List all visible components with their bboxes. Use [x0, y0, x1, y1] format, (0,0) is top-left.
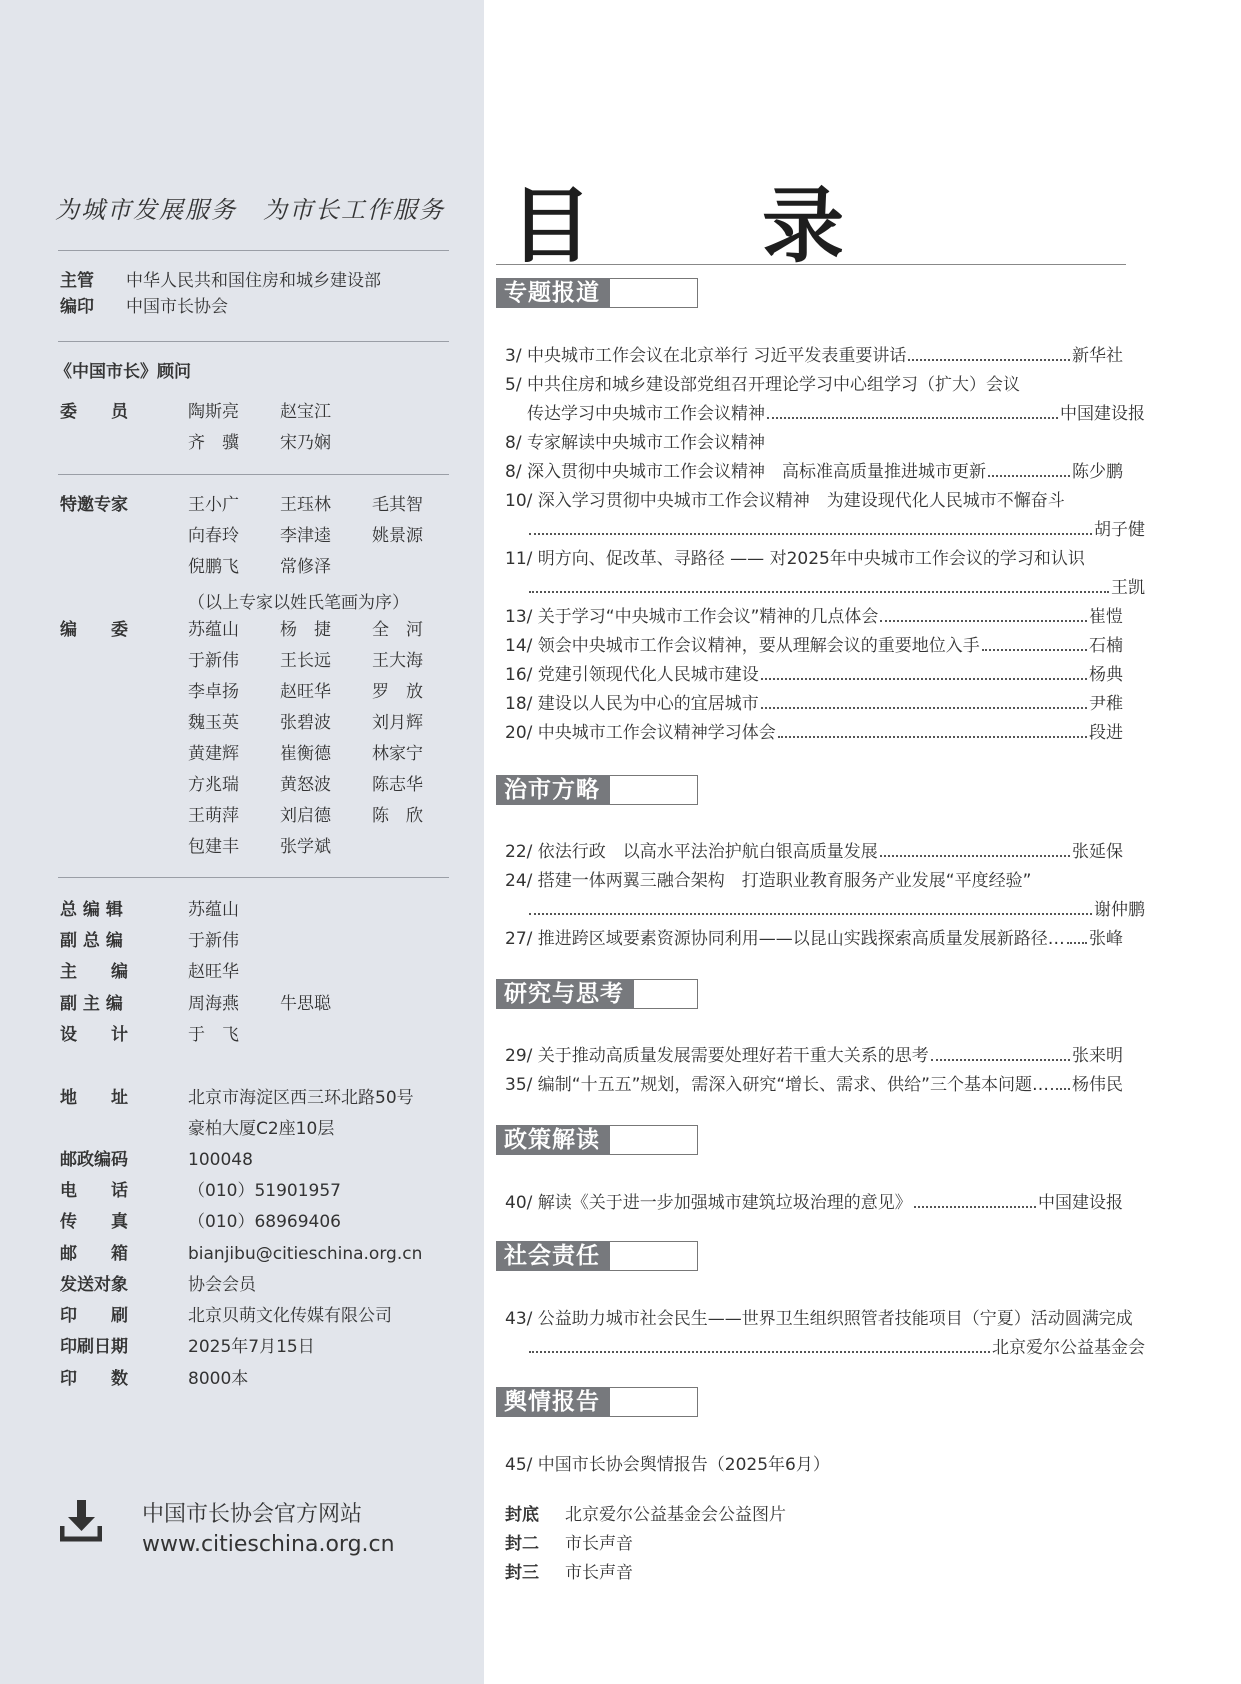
toc-entry[interactable]: [505, 1066, 1123, 1095]
entry-title: 22/ 依法行政 以高水平法治护航白银高质量发展: [505, 842, 878, 862]
entry-title: 18/ 建设以人民为中心的宜居城市: [505, 694, 759, 714]
entry-source: 中国建设报: [1060, 404, 1145, 424]
leader-dots: [529, 591, 1109, 593]
entry-source: 崔愷: [1089, 607, 1123, 627]
toc-entry[interactable]: [505, 656, 1123, 685]
toc-entry[interactable]: [505, 366, 1145, 424]
toc-entry[interactable]: [505, 627, 1123, 656]
leader-dots: [761, 707, 1087, 709]
entry-source: 尹稚: [1089, 694, 1123, 714]
toc-entry[interactable]: [505, 482, 1145, 540]
entry-source: 谢仲鹏: [1094, 900, 1145, 920]
entry-source: 胡子健: [1094, 520, 1145, 540]
entry-title: 11/ 明方向、促改革、寻路径 —— 对2025年中央城市工作会议的学习和认识: [505, 549, 1085, 569]
section-header: [496, 1241, 698, 1271]
section-label: 研究与思考: [496, 979, 634, 1009]
entry-title: 5/ 中共住房和城乡建设部党组召开理论学习中心组学习（扩大）会议: [505, 375, 1020, 395]
entry-source: 张来明: [1072, 1046, 1123, 1066]
section-header: [496, 1125, 698, 1155]
download-icon: [60, 1500, 102, 1542]
entry-title: 8/ 深入贯彻中央城市工作会议精神 高标准高质量推进城市更新: [505, 462, 986, 482]
entry-title: 16/ 党建引领现代化人民城市建设: [505, 665, 759, 685]
entry-title: 3/ 中央城市工作会议在北京举行 习近平发表重要讲话: [505, 346, 907, 366]
toc-entry[interactable]: [505, 453, 1123, 482]
section-header: [496, 278, 698, 308]
toc-entry[interactable]: [505, 540, 1145, 598]
toc-entry[interactable]: [505, 1184, 1123, 1213]
org-row: 编印 中国市长协会: [60, 297, 228, 317]
entry-title: 13/ 关于学习“中央城市工作会议”精神的几点体会: [505, 607, 879, 627]
toc-title-rule: [496, 264, 1126, 265]
entry-source: 杨典: [1089, 665, 1123, 685]
section-label: 社会责任: [496, 1241, 610, 1271]
entry-title: 35/ 编制“十五五”规划，需深入研究“增长、需求、供给”三个基本问题…: [505, 1075, 1049, 1095]
entry-source: 张延保: [1072, 842, 1123, 862]
entry-title: 8/ 专家解读中央城市工作会议精神: [505, 433, 765, 453]
entry-source: 北京爱尔公益基金会: [992, 1338, 1145, 1358]
entry-title: 40/ 解读《关于进一步加强城市建筑垃圾治理的意见》: [505, 1193, 912, 1213]
cover-row: 封底 北京爱尔公益基金会公益图片: [505, 1505, 786, 1525]
divider: [58, 474, 449, 475]
leader-dots: [1051, 1088, 1070, 1090]
toc-entry[interactable]: [505, 685, 1123, 714]
entry-title: 传达学习中央城市工作会议精神: [527, 404, 765, 424]
leader-dots: [908, 359, 1070, 361]
divider: [58, 250, 449, 251]
entry-source: 张峰: [1089, 929, 1123, 949]
entry-title: 27/ 推进跨区域要素资源协同利用——以昆山实践探索高质量发展新路径…: [505, 929, 1065, 949]
advisors-title: 《中国市长》顾问: [55, 362, 191, 382]
leader-dots: [761, 678, 1087, 680]
entry-source: 中国建设报: [1038, 1193, 1123, 1213]
toc-entry[interactable]: [505, 337, 1123, 366]
official-website[interactable]: [60, 1500, 395, 1557]
section-label: 专题报道: [496, 278, 610, 308]
leader-dots: [880, 855, 1070, 857]
section-header: [496, 775, 698, 805]
entry-title: 45/ 中国市长协会舆情报告（2025年6月）: [505, 1455, 830, 1475]
entry-title: 10/ 深入学习贯彻中央城市工作会议精神 为建设现代化人民城市不懈奋斗: [505, 491, 1065, 511]
leader-dots: [529, 913, 1092, 915]
section-label: 治市方略: [496, 775, 610, 805]
toc-entry[interactable]: [505, 424, 1123, 453]
masthead-panel: 为城市发展服务 为市长工作服务 主管 中华人民共和国住房和城乡建设部 编印 中国市长协会 《中国市长》顾问 委 员 陶斯亮 赵宝江 齐 骥 宋乃娴 特邀专家 王小广 王珏林 毛其智 向春玲 李津逵 姚景源 倪鹏飞 常修泽 （以上专家以姓氏笔画为序） 编 委 苏蕴山 杨 捷 全 河 于新伟 王长远 王大海 李卓扬 赵旺华 罗 放 魏玉英 张碧波 刘月辉 黄建辉 崔衡德 林家宁 方兆瑞 黄怒波 陈志华 王萌萍 刘启德 陈 欣 包建丰 张学斌 总 编 辑 苏蕴山 副 总 编 于新伟 主 编 赵旺华 副 主 编 周海燕 牛思聪 设 计 于 飞 地 址 北京市海淀区西三环北路50号 豪柏大厦C2座10层 邮政编码 100048 电 话 （010）51901957 传 真 （010）68969406 邮 箱 bianjibu@citieschina.org.cn 发送对象 协会会员 印 刷 北京贝萌文化传媒有限公司 印刷日期 2025年7月15日 印 数 8000本 中国市长协会官方网站 www.citieschina.org.cn: [0, 0, 484, 1684]
entry-source: 新华社: [1072, 346, 1123, 366]
org-row: 主管 中华人民共和国住房和城乡建设部: [60, 271, 381, 291]
leader-dots: [1067, 942, 1087, 944]
cover-row: 封三 市长声音: [505, 1563, 633, 1583]
toc-entry[interactable]: [505, 598, 1123, 627]
leader-dots: [988, 475, 1070, 477]
entry-title: 29/ 关于推动高质量发展需要处理好若干重大关系的思考: [505, 1046, 929, 1066]
leader-dots: [931, 1059, 1070, 1061]
entry-source: 陈少鹏: [1072, 462, 1123, 482]
entry-source: 石楠: [1089, 636, 1123, 656]
toc-entry[interactable]: [505, 1446, 1123, 1475]
section-header: [496, 1387, 698, 1417]
section-label: 政策解读: [496, 1125, 610, 1155]
entry-title: 43/ 公益助力城市社会民生——世界卫生组织照管者技能项目（宁夏）活动圆满完成: [505, 1309, 1133, 1329]
entry-source: 杨伟民: [1072, 1075, 1123, 1095]
leader-dots: [880, 620, 1087, 622]
entry-source: 王凯: [1111, 578, 1145, 598]
experts-note: （以上专家以姓氏笔画为序）: [188, 593, 409, 613]
entry-title: 20/ 中央城市工作会议精神学习体会: [505, 723, 776, 743]
toc-entry[interactable]: [505, 862, 1145, 920]
entry-title: 24/ 搭建一体两翼三融合架构 打造职业教育服务产业发展“平度经验”: [505, 871, 1032, 891]
toc-title: 目 录: [510, 179, 889, 274]
leader-dots: [529, 1351, 990, 1353]
slogan: 为城市发展服务 为市长工作服务: [55, 196, 445, 224]
entry-title: 14/ 领会中央城市工作会议精神，要从理解会议的重要地位入手: [505, 636, 980, 656]
website-url[interactable]: www.citieschina.org.cn: [142, 1532, 395, 1557]
entry-source: 段进: [1089, 723, 1123, 743]
divider: [58, 877, 449, 878]
section-header: [496, 979, 698, 1009]
toc-entry[interactable]: [505, 1037, 1123, 1066]
leader-dots: [778, 736, 1087, 738]
leader-dots: [767, 417, 1058, 419]
toc-entry[interactable]: [505, 1300, 1145, 1358]
toc-entry[interactable]: [505, 833, 1123, 862]
website-name: 中国市长协会官方网站: [142, 1502, 363, 1527]
section-label: 舆情报告: [496, 1387, 610, 1417]
leader-dots: [529, 533, 1092, 535]
leader-dots: [914, 1206, 1036, 1208]
leader-dots: [982, 649, 1087, 651]
toc-entry[interactable]: [505, 714, 1123, 743]
toc-entry[interactable]: [505, 920, 1123, 949]
divider: [58, 341, 449, 342]
cover-row: 封二 市长声音: [505, 1534, 633, 1554]
